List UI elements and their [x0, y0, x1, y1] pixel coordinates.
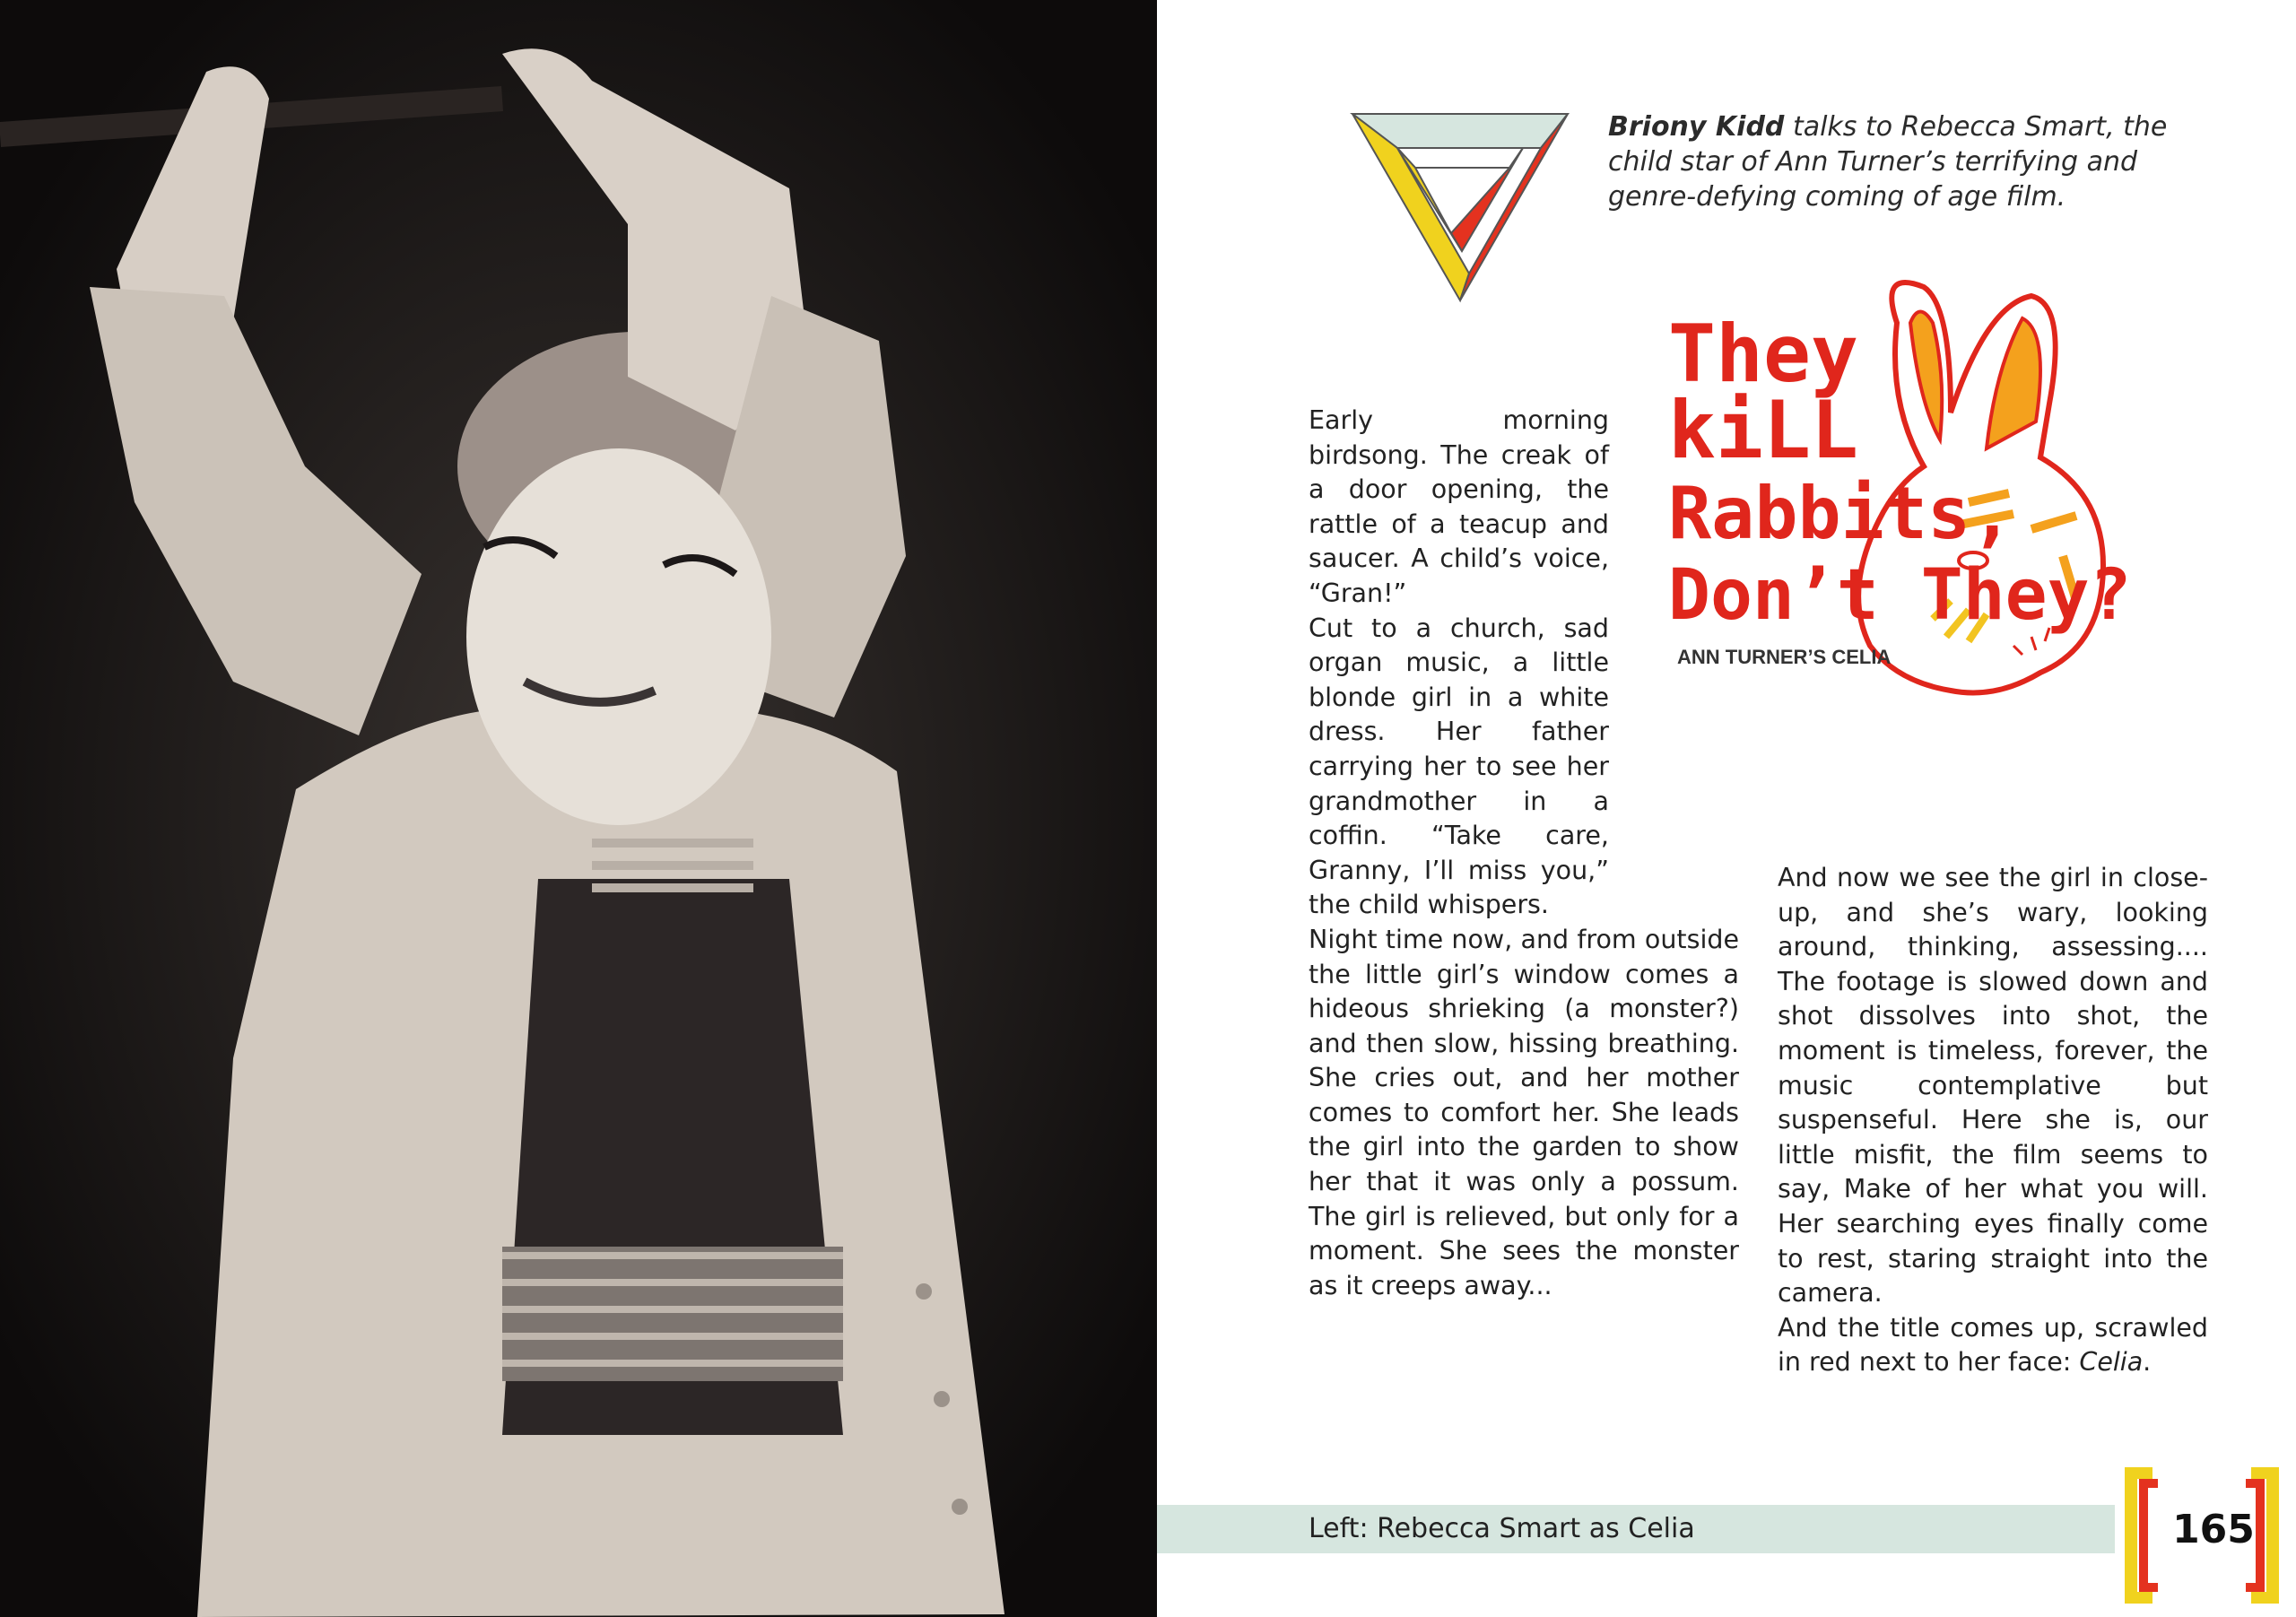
photo-caption: Left: Rebecca Smart as Celia: [1309, 1513, 1695, 1544]
title-line-3: Rabbits,: [1668, 472, 2014, 555]
title-line-4: Don’t They?: [1668, 555, 2132, 636]
film-title-italic: Celia: [2079, 1347, 2144, 1378]
title-line-2: kiLL: [1668, 384, 1858, 476]
body-paragraph-final: And the title comes up, scrawled in red next to her face: Celia.: [1778, 1312, 2208, 1378]
title-subtitle: ANN TURNER’S CELIA: [1677, 646, 1892, 668]
body-paragraph: Early morning birdsong. The creak of a door opening, the rattle of a teacup and saucer. A child’s voice, “Gran!”: [1309, 405, 1609, 608]
body-column-2: [1778, 861, 2208, 1380]
title-line-1: They: [1668, 308, 1858, 400]
page-number: 165: [2172, 1507, 2255, 1552]
standfirst: [1608, 109, 2182, 214]
body-paragraph: Cut to a church, sad organ music, a little blonde girl in a white dress. Her father carrying her to see her grandmother in a coffin. “Take care, Granny, I’ll miss you,” the child whispers.: [1309, 613, 1609, 920]
author-byline: Briony Kidd: [1608, 111, 1785, 143]
penrose-triangle-logo: [1344, 103, 1577, 309]
body-paragraph: And now we see the girl in close-up, and she’s wary, looking around, thinking, assessing.... The footage is slowed down and shot dissolves into shot, the moment is timeless, forever, the music contemplative but suspenseful. Here she is, our little misfit, the film seems to say, Make of her what you will. Her searching eyes finally come to rest, staring straight into the camera.: [1778, 863, 2208, 1308]
body-paragraph: Night time now, and from outside the little girl’s window comes a hideous shrieking (a monster?) and then slow, hissing breathing. She cries out, and her mother comes to comfort her. She leads the girl into the garden to show her that it was only a possum. The girl is relieved, but only for a moment. She sees the monster as it creeps away...: [1309, 924, 1739, 1300]
body-column-1: [1309, 404, 1739, 1303]
standfirst-text: talks to Rebecca Smart, the child star of Ann Turner’s terrifying and genre-defying coming of age film.: [1608, 111, 2168, 213]
